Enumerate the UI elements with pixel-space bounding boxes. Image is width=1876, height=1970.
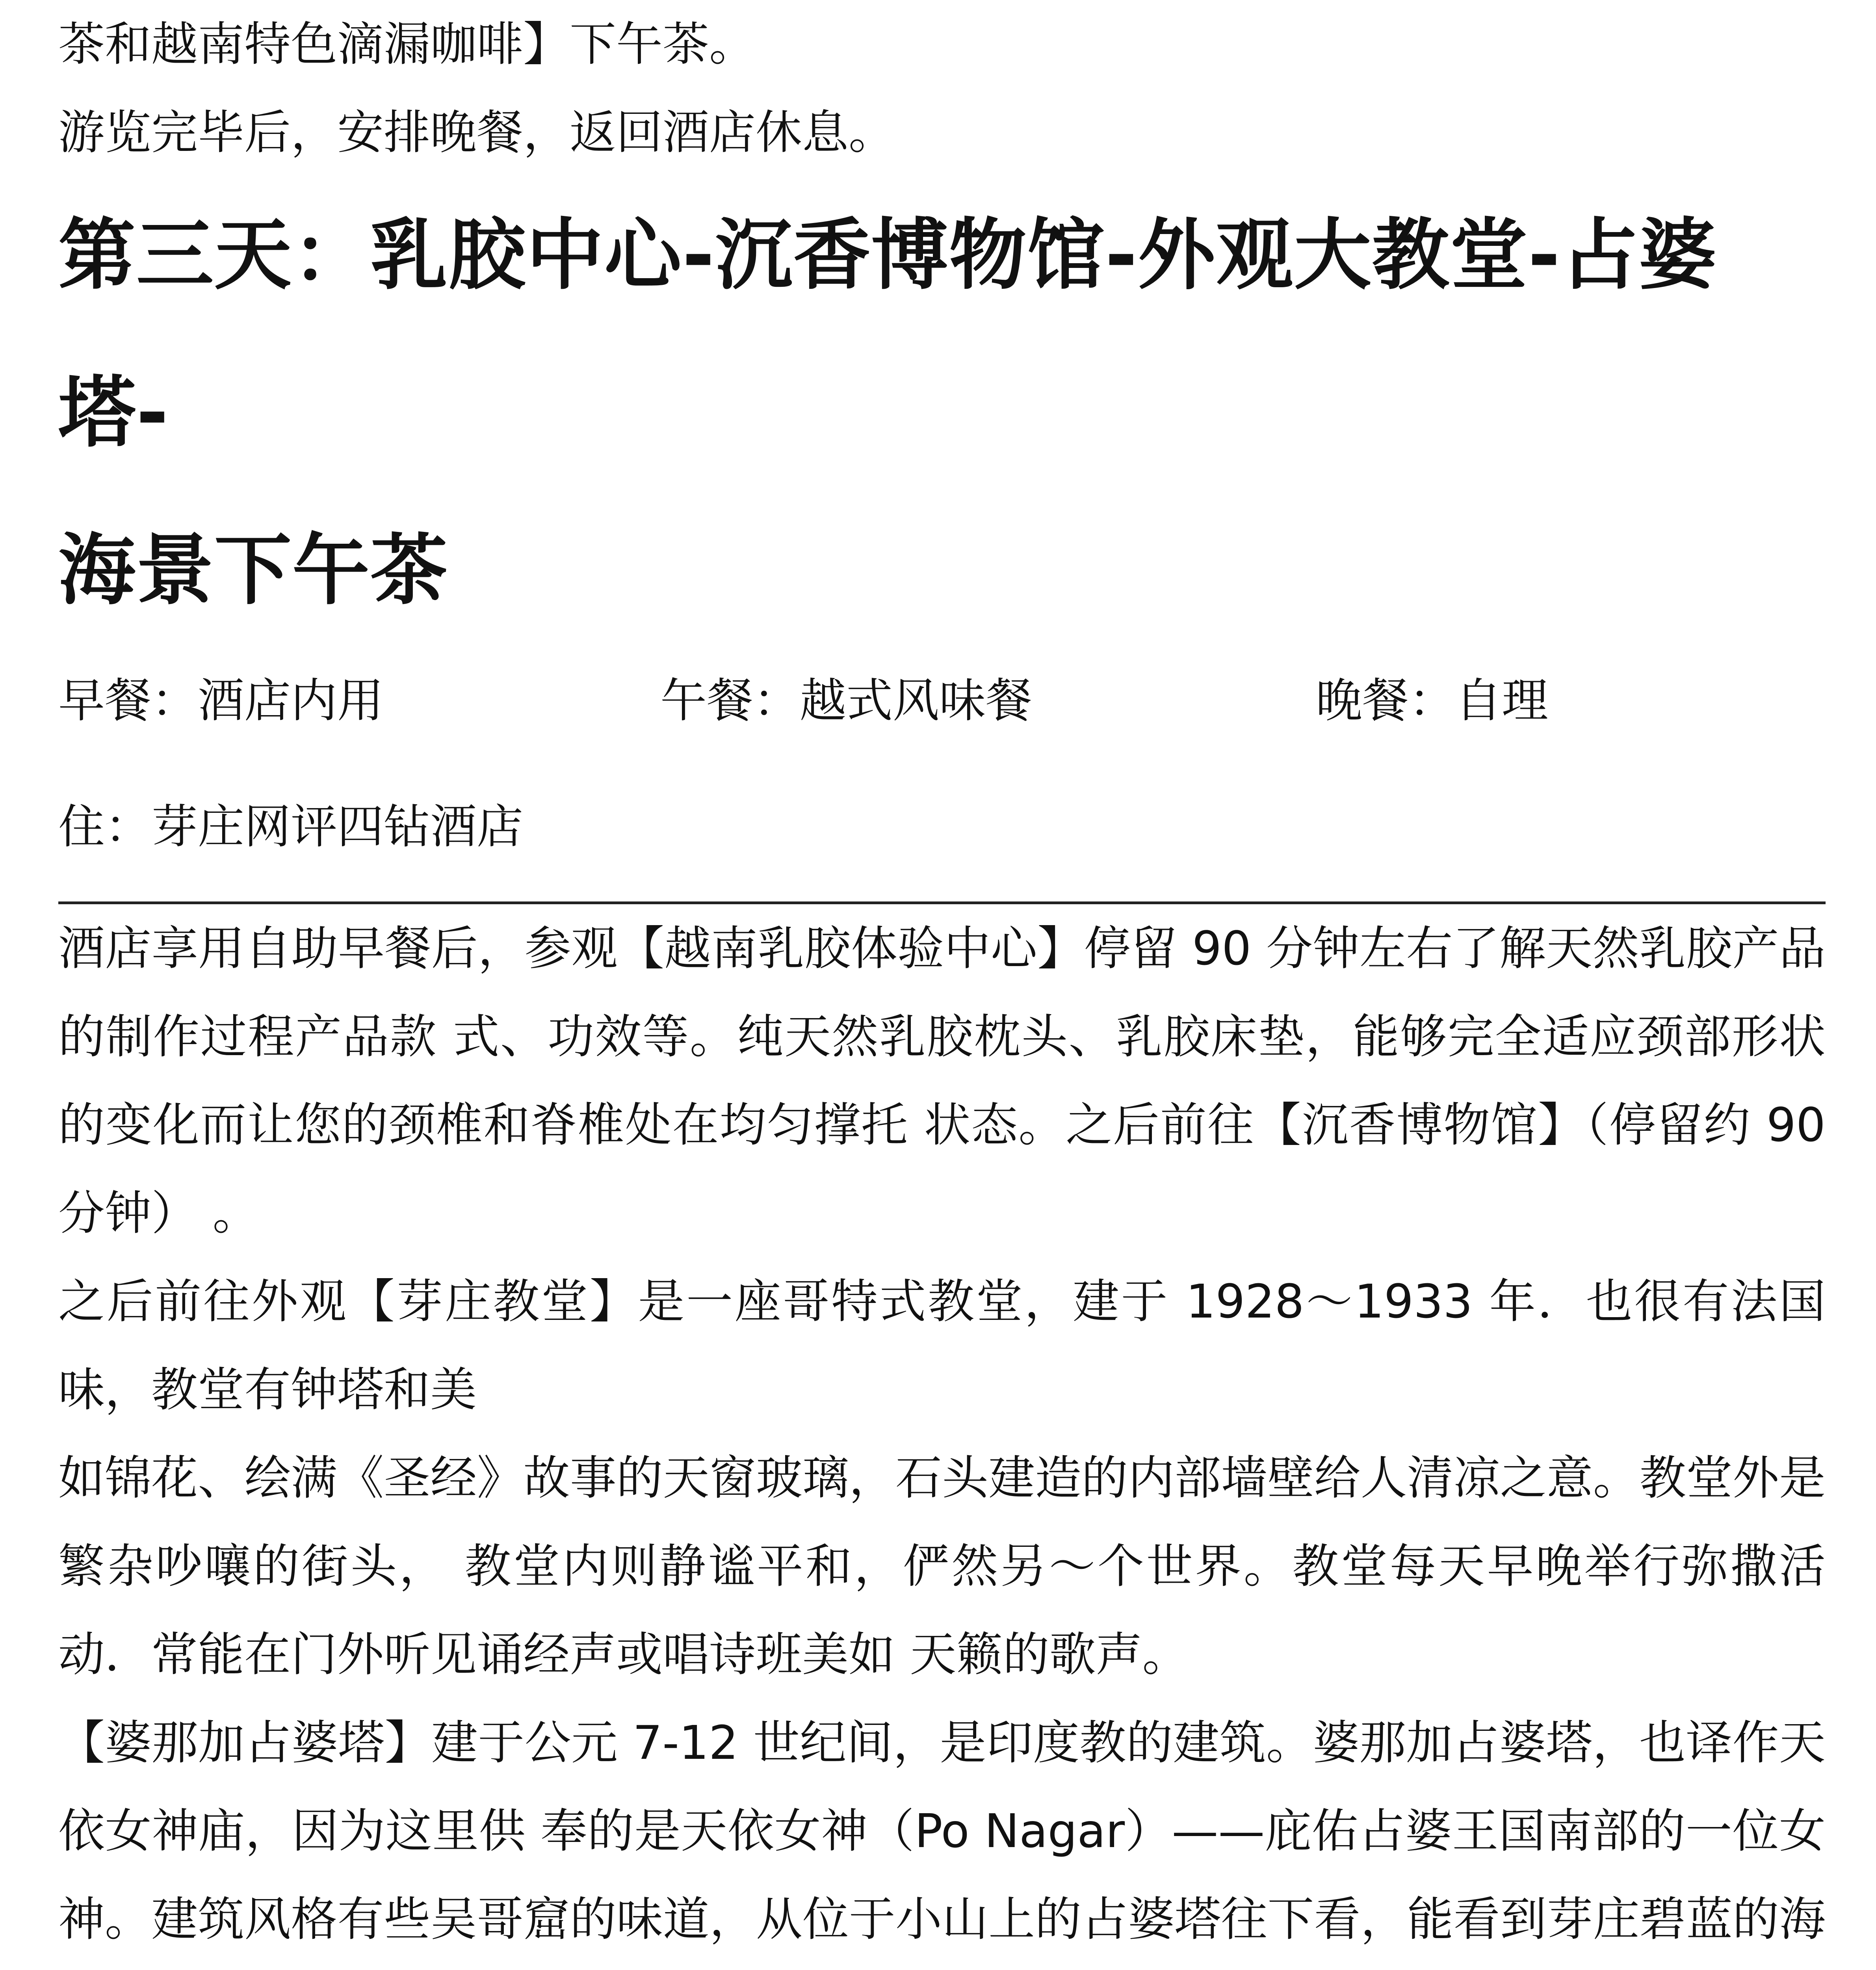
day3-paragraph-church-2: 如锦花、绘满《圣经》故事的天窗玻璃，石头建造的内部墙壁给人清凉之意。教堂外是繁杂吵嚷的街头， 教堂内则静谧平和，俨然另～个世界。教堂每天早晚举行弥撒活动．常能在门外听见诵经声或唱诗班美如 天籁的歌声。 [58,1451,1826,1682]
intro-line-1: 茶和越南特色滴漏咖啡】下午茶。 [58,17,756,71]
day3-hotel: 住：芽庄网评四钻酒店 [58,799,524,854]
day3-title-line-2: 海景下午茶 [58,526,449,615]
day3-paragraph-tower: 【婆那加占婆塔】建于公元 7-12 世纪间，是印度教的建筑。婆那加占婆塔，也译作天依女神庙，因为这里供 奉的是天依女神（Po Nagar）——庇佑占婆王国南部的一位女神。建筑风格有些吴哥窟的味道，从位于小山上的占婆塔往下看，能看到芽庄碧蓝的海 [58,1715,1826,1946]
document-page [58,0,1826,1970]
section-divider [58,901,1826,904]
day3-paragraph-latex: 酒店享用自助早餐后，参观【越南乳胶体验中心】停留 90 分钟左右了解天然乳胶产品的制作过程产品款 式、功效等。纯天然乳胶枕头、乳胶床垫，能够完全适应颈部形状的变化而让您的颈椎和脊椎处在均匀撑托 状态。之后前往【沉香博物馆】（停留约 90 分钟） 。 [58,921,1826,1240]
day3-title-line-1: 第三天：乳胶中心-沉香博物馆-外观大教堂-占婆塔- [58,210,1717,458]
day3-paragraph-church-1: 之后前往外观【芽庄教堂】是一座哥特式教堂，建于 1928～1933 年．也很有法国味，教堂有钟塔和美 [58,1274,1826,1417]
day3-lunch: 午餐：越式风味餐 [660,673,1033,728]
day3-dinner: 晚餐：自理 [1316,673,1549,728]
day3-meals [58,649,1826,752]
day3-breakfast: 早餐：酒店内用 [58,673,384,728]
intro-line-2: 游览完毕后，安排晚餐，返回酒店休息。 [58,105,895,160]
